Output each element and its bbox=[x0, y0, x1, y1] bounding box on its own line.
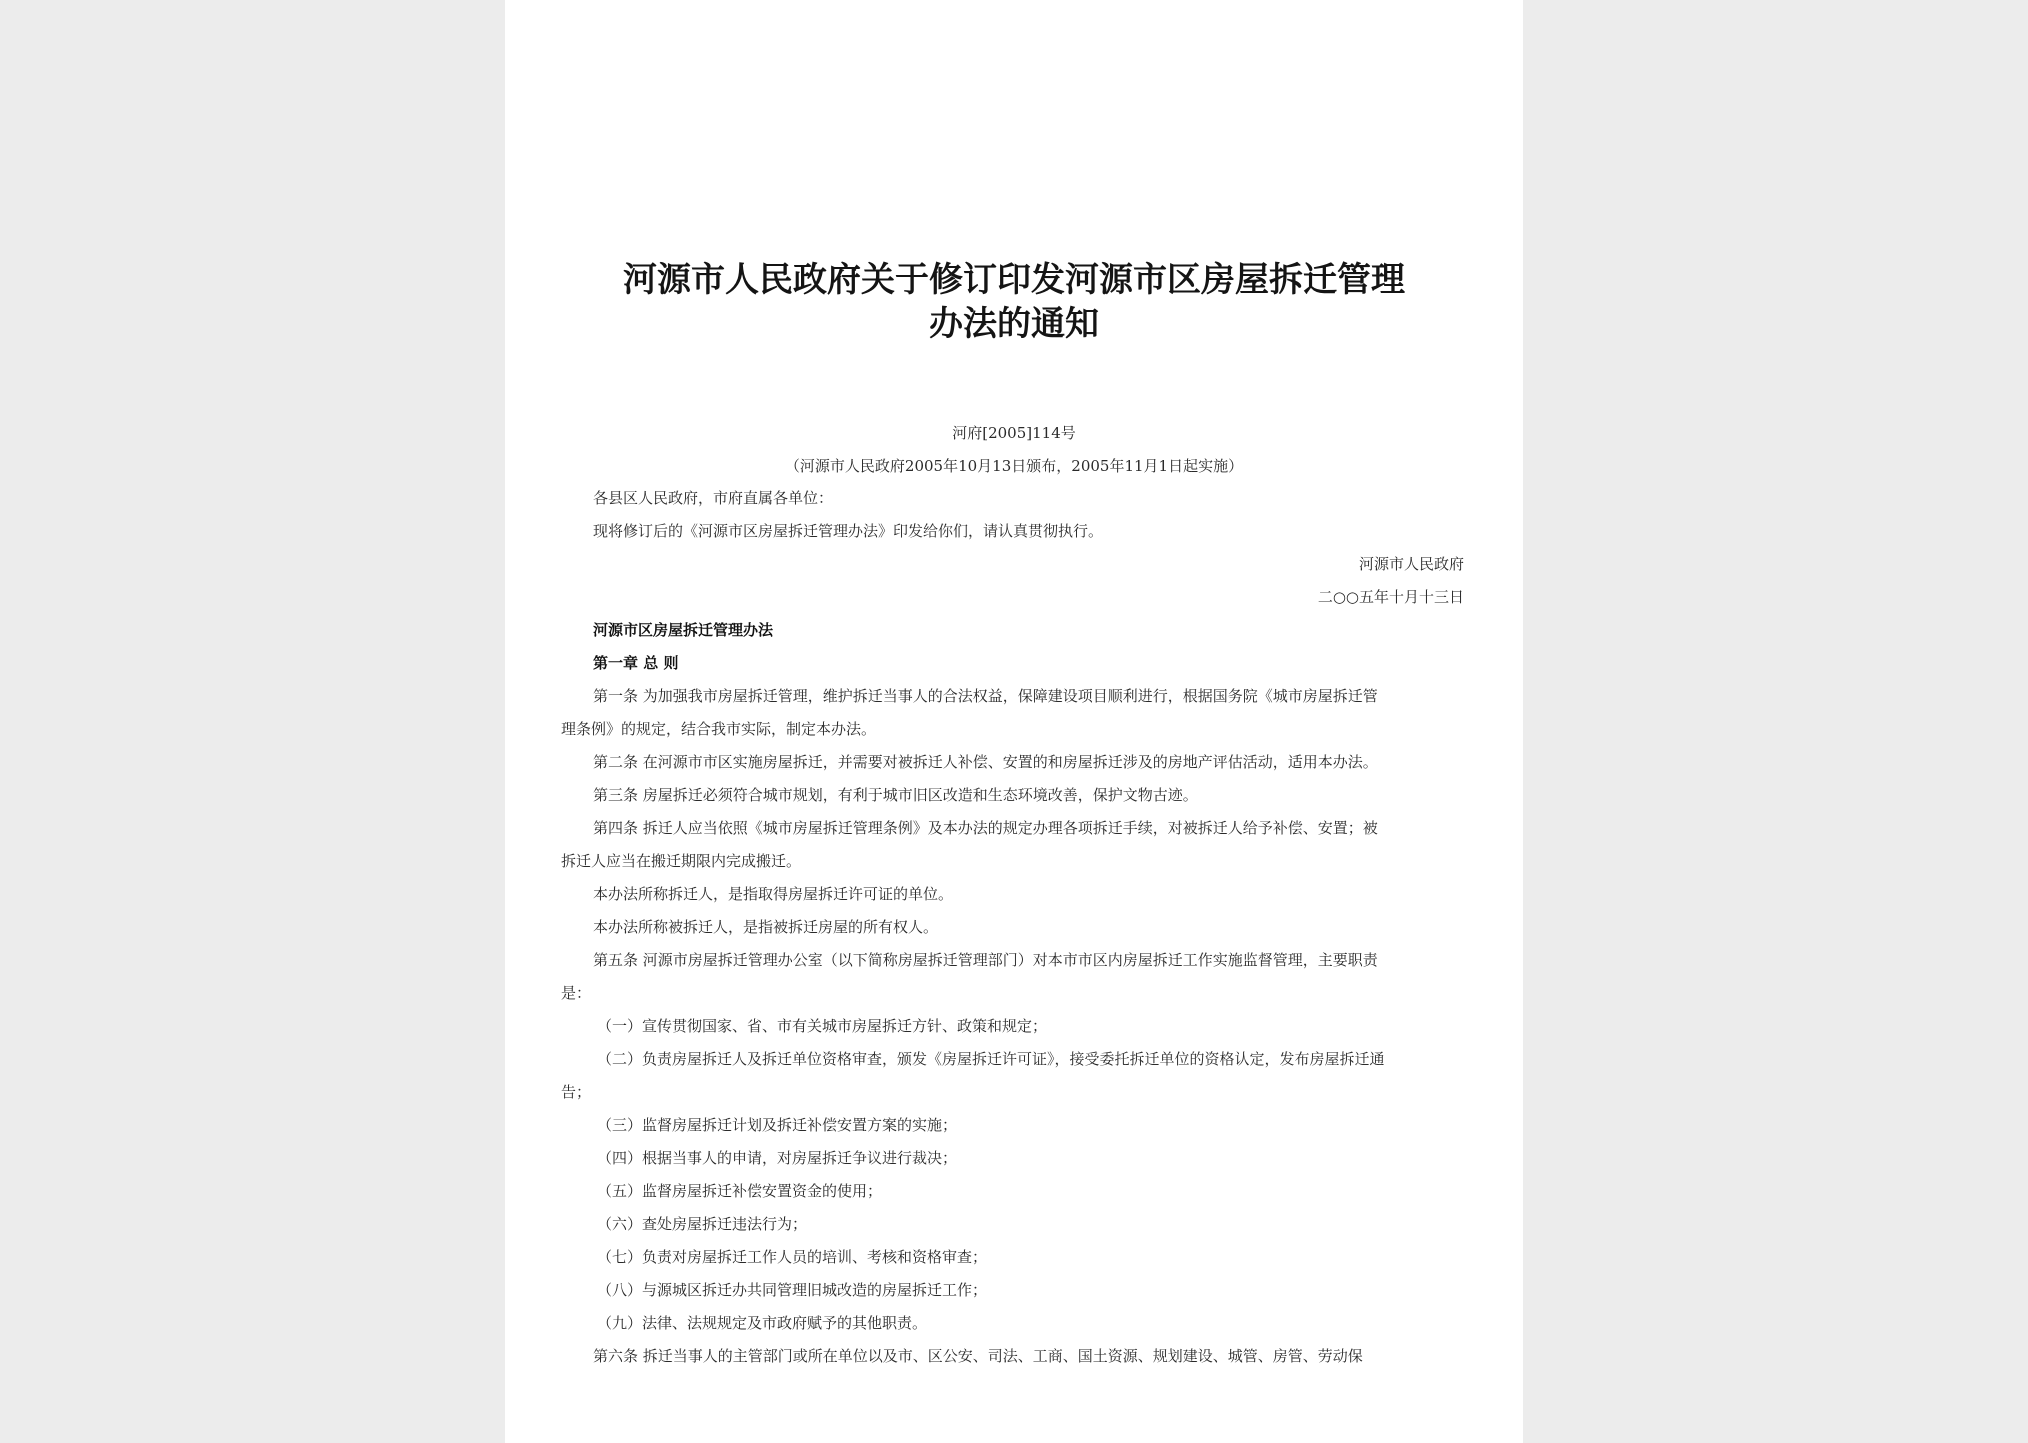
body-line: （五）监督房屋拆迁补偿安置资金的使用； bbox=[597, 1182, 883, 1200]
body-line: 告； bbox=[561, 1083, 592, 1101]
body-line: （三）监督房屋拆迁计划及拆迁补偿安置方案的实施； bbox=[597, 1116, 958, 1134]
intro-paragraph: 现将修订后的《河源市区房屋拆迁管理办法》印发给你们，请认真贯彻执行。 bbox=[593, 522, 1104, 540]
body-line: （二）负责房屋拆迁人及拆迁单位资格审查，颁发《房屋拆迁许可证》，接受委托拆迁单位的资格认定，发布房屋拆迁通 bbox=[597, 1050, 1385, 1068]
section-title: 河源市区房屋拆迁管理办法 bbox=[593, 621, 774, 639]
body-line: 理条例》的规定，结合我市实际，制定本办法。 bbox=[561, 720, 877, 738]
body-line: 第一条 为加强我市房屋拆迁管理，维护拆迁当事人的合法权益，保障建设项目顺利进行，根据国务院《城市房屋拆迁管 bbox=[593, 687, 1378, 705]
body-line: 第六条 拆迁当事人的主管部门或所在单位以及市、区公安、司法、工商、国土资源、规划建设、城管、房管、劳动保 bbox=[593, 1347, 1363, 1365]
body-line: （九）法律、法规规定及市政府赋予的其他职责。 bbox=[597, 1314, 928, 1332]
body-line: 第五条 河源市房屋拆迁管理办公室（以下简称房屋拆迁管理部门）对本市市区内房屋拆迁工作实施监督管理，主要职责 bbox=[593, 951, 1378, 969]
chapter-title: 第一章 总 则 bbox=[593, 654, 679, 672]
body-line: （一）宣传贯彻国家、省、市有关城市房屋拆迁方针、政策和规定； bbox=[597, 1017, 1048, 1035]
body-line: 第三条 房屋拆迁必须符合城市规划，有利于城市旧区改造和生态环境改善，保护文物古迹。 bbox=[593, 786, 1198, 804]
body-line: 拆迁人应当在搬迁期限内完成搬迁。 bbox=[561, 852, 802, 870]
body-line: （七）负责对房屋拆迁工作人员的培训、考核和资格审查； bbox=[597, 1248, 988, 1266]
document-title-line-1: 河源市人民政府关于修订印发河源市区房屋拆迁管理 bbox=[623, 260, 1405, 300]
document-page bbox=[505, 0, 1523, 1443]
body-line: （四）根据当事人的申请，对房屋拆迁争议进行裁决； bbox=[597, 1149, 958, 1167]
body-line: 是： bbox=[561, 984, 592, 1002]
signature-date: 二○○五年十月十三日 bbox=[1317, 588, 1464, 606]
body-line: （八）与源城区拆迁办共同管理旧城改造的房屋拆迁工作； bbox=[597, 1281, 988, 1299]
body-line: （六）查处房屋拆迁违法行为； bbox=[597, 1215, 808, 1233]
signature-org: 河源市人民政府 bbox=[1358, 555, 1464, 573]
document-title-line-2: 办法的通知 bbox=[929, 304, 1099, 344]
issuance-note: （河源市人民政府2005年10月13日颁布，2005年11月1日起实施） bbox=[784, 457, 1244, 475]
document-number: 河府[2005]114号 bbox=[952, 424, 1076, 442]
body-line: 本办法所称被拆迁人，是指被拆迁房屋的所有权人。 bbox=[593, 918, 939, 936]
body-line: 第四条 拆迁人应当依照《城市房屋拆迁管理条例》及本办法的规定办理各项拆迁手续，对被拆迁人给予补偿、安置；被 bbox=[593, 819, 1378, 837]
body-line: 第二条 在河源市市区实施房屋拆迁，并需要对被拆迁人补偿、安置的和房屋拆迁涉及的房地产评估活动，适用本办法。 bbox=[593, 753, 1378, 771]
body-line: 本办法所称拆迁人，是指取得房屋拆迁许可证的单位。 bbox=[593, 885, 954, 903]
document-title bbox=[565, 258, 1463, 346]
addressee: 各县区人民政府，市府直属各单位： bbox=[593, 489, 834, 507]
